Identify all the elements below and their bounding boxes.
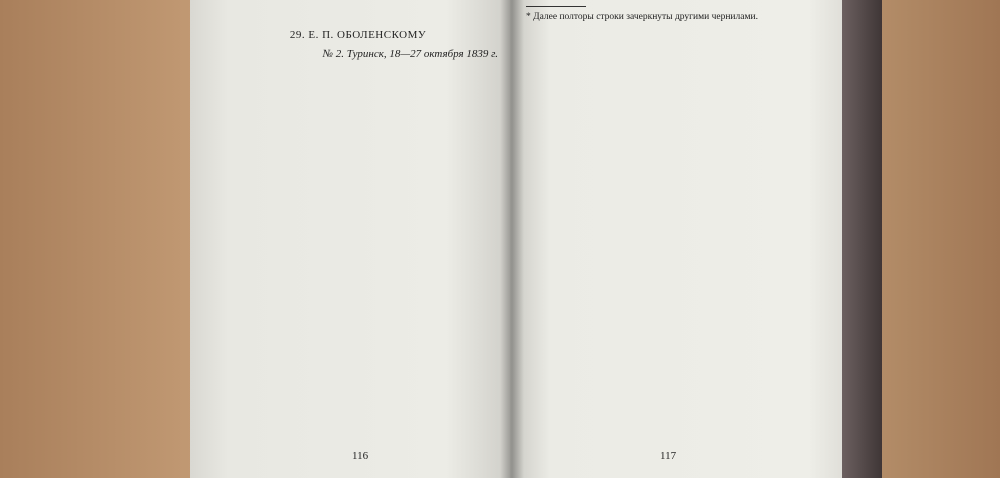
letter-heading: 29. Е. П. ОБОЛЕНСКОМУ <box>289 29 427 41</box>
footnote: * Далее полторы строки зачеркнуты другими чернилами. <box>526 12 758 22</box>
right-page <box>510 0 842 478</box>
footnote-rule <box>526 6 586 7</box>
book-gutter <box>500 0 524 478</box>
page-number-right: 117 <box>660 450 677 462</box>
right-page-text <box>526 0 826 23</box>
page-number-left: 116 <box>352 450 369 462</box>
letter-subheading: № 2. Туринск, 18—27 октября 1839 г. <box>322 48 498 61</box>
left-page-text <box>218 0 498 70</box>
left-page <box>190 0 510 478</box>
book-cover-edge <box>842 0 882 478</box>
table-surface-left <box>0 0 200 478</box>
